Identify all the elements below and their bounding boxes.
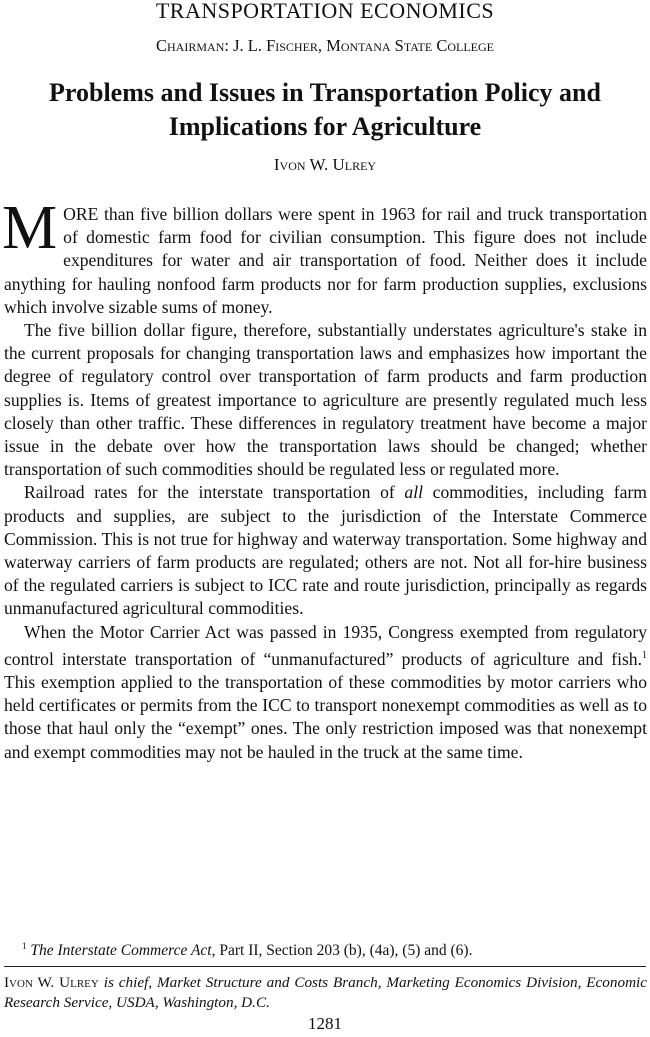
paragraph-3-text-a: Railroad rates for the interstate transportation of: [24, 482, 405, 503]
article-body: [2, 194, 647, 764]
paragraph-1: [2, 194, 647, 319]
paragraph-1-text: ORE than five billion dollars were spent in 1963 for rail and truck transportation of domestic farm food for civilian consumption. This figure does not include expenditures for water and air transportation of food. Neither does it include anything for hauling nonfood farm products nor for farm production supplies, exclusions which involve sizable sums of money.: [4, 204, 647, 317]
session-chairman: Chairman: J. L. Fischer, Montana State College: [156, 36, 494, 55]
paragraph-3-text-b: commodities, including farm products and supplies, are subject to the jurisdiction of the Interstate Commerce Commission. This is not true for highway and waterway transportation. Some highway and waterway carriers of farm products are regulated; others are not. Not all for-hire business of the regulated carriers is subject to ICC rate and route jurisdiction, principally as regards unmanufactured agricultural commodities.: [4, 482, 647, 619]
paragraph-4: [4, 621, 647, 764]
author-name: Ivon W. Ulrey: [273, 155, 377, 174]
affiliation-text: is chief, Market Structure and Costs Branch, Marketing Economics Division, Economic Research Service, USDA, Washington, D.C.: [4, 974, 648, 1011]
affiliation-name: Ivon W. Ulrey: [4, 974, 99, 991]
footnote-source: The Interstate Commerce Act,: [30, 942, 216, 959]
page-number: 1281: [308, 1014, 342, 1033]
paragraph-3: [4, 481, 647, 620]
emphasis-all: all: [404, 482, 423, 503]
paragraph-4-text-a: When the Motor Carrier Act was passed in 1935, Congress exempted from regulatory control interstate transportation of “unmanufactured” products of agriculture and fish.: [4, 621, 647, 669]
footnote-detail: Part II, Section 203 (b), (4a), (5) and (6).: [215, 942, 473, 959]
footnote-marker: 1: [22, 941, 27, 951]
paragraph-2: The five billion dollar figure, therefore, substantially understates agriculture's stake in the current proposals for changing transportation laws and emphasizes how important the degree of regulatory control over transportation of farm products and farm production supplies is. Items of greatest importance to agriculture are presently regulated much less closely than other traffic. These differences in regulatory treatment have become a major issue in the debate over how the transportation laws should be changed; whether transportation of such commodities should be regulated less or regulated more.: [4, 320, 647, 480]
paragraph-4-text-b: This exemption applied to the transportation of these commodities by motor carriers who held certificates or permits from the ICC to transport nonexempt commodities as well as to those that haul only the “exempt” ones. The only restriction imposed was that nonexempt and exempt commodities may not be hauled in the truck at the same time.: [4, 672, 647, 762]
article-title: Problems and Issues in Transportation Policy and Implications for Agriculture: [49, 78, 601, 141]
author-affiliation: [4, 973, 647, 1013]
drop-cap: M: [2, 194, 58, 262]
footnote: [22, 936, 644, 961]
footnote-reference: 1: [642, 649, 647, 661]
footnote-divider: [4, 966, 646, 967]
section-heading: TRANSPORTATION ECONOMICS: [155, 0, 495, 23]
